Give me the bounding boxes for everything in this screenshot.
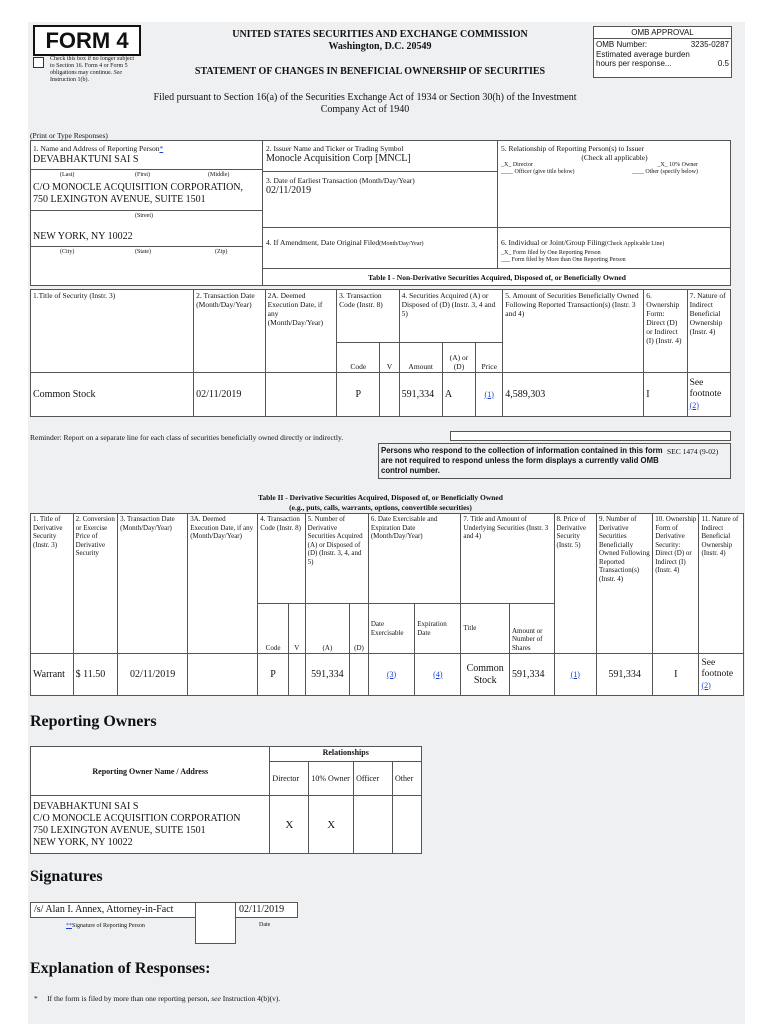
owners-header-row-1 <box>31 747 422 762</box>
reporting-person-city-state: NEW YORK, NY 10022 <box>33 231 133 242</box>
checkbox-note-text: Check this box if no longer subject to Section 16. Form 4 or Form 5 obligations may continue. <box>50 56 134 76</box>
box2-label: 2. Issuer Name and Ticker or Trading Symbol <box>266 144 404 153</box>
t2-sub-d: (D) <box>350 604 369 654</box>
t1-row-code: P <box>337 373 380 417</box>
owners-col-other: Other <box>393 762 422 796</box>
box4-amendment <box>263 228 498 268</box>
t1-row-date: 02/11/2019 <box>194 373 266 417</box>
reminder-box <box>450 431 731 441</box>
t1-row-owned: 4,589,303 <box>503 373 644 417</box>
box6-label-small: (Check Applicable Line) <box>604 241 665 247</box>
t2-row-expiration-footnote-link[interactable]: (4) <box>433 669 443 679</box>
t1-col-form: 6. Ownership Form: Direct (D) or Indirect (I) (Instr. 4) <box>644 290 687 373</box>
sec-code: SEC 1474 (9-02) <box>667 447 719 456</box>
t2-row-underlying-amount: 591,334 <box>509 654 554 696</box>
zip-label: (Zip) <box>215 249 228 255</box>
t2-row-underlying-title: Common Stock <box>461 654 510 696</box>
box4-label-small: (Month/Day/Year) <box>379 241 424 247</box>
box1-asterisk-link[interactable]: * <box>159 144 164 153</box>
t2-row-nature-text: See footnote <box>701 657 734 679</box>
t2-row-deemed <box>188 654 258 696</box>
signature-label <box>66 923 145 930</box>
reporting-owners-table <box>30 746 422 854</box>
box1-label-text: 1. Name and Address of Reporting Person <box>33 144 160 153</box>
t2-row-exercisable-footnote-link[interactable]: (3) <box>386 669 397 679</box>
t2-col-title: 1. Title of Derivative Security (Instr. 3) <box>31 514 74 654</box>
officer-check[interactable]: ____ Officer (give title below) <box>501 169 575 175</box>
issuer-name-ticker: Monocle Acquisition Corp [MNCL] <box>266 153 411 164</box>
table-row <box>31 654 744 696</box>
t2-row-date: 02/11/2019 <box>118 654 188 696</box>
t2-row-nature <box>699 654 744 696</box>
t2-col-date: 3. Transaction Date (Month/Day/Year) <box>118 514 188 654</box>
other-check[interactable]: ____ Other (specify below) <box>631 169 698 175</box>
ten-percent-owner-check[interactable]: _X_ 10% Owner <box>657 162 698 168</box>
t2-row-owned: 591,334 <box>596 654 652 696</box>
t1-row-amount: 591,334 <box>399 373 442 417</box>
t2-row-d <box>350 654 369 696</box>
checkbox-note <box>50 56 140 84</box>
checkbox-note-instruction: Instruction 1(b). <box>50 77 89 83</box>
t1-sub-v: V <box>380 343 399 373</box>
owner-line-1: DEVABHAKTUNI SAI S <box>33 800 139 812</box>
no-longer-subject-checkbox[interactable] <box>33 57 44 68</box>
owner-line-2: C/O MONOCLE ACQUISITION CORPORATION <box>33 812 241 824</box>
box1-reporting-person <box>30 140 263 286</box>
table2-subtitle: (e.g., puts, calls, warrants, options, convertible securities) <box>289 503 472 512</box>
t2-col-conversion: 2. Conversion or Exercise Price of Derivative Security <box>73 514 118 654</box>
t2-row-title: Warrant <box>31 654 74 696</box>
t1-sub-code: Code <box>337 343 380 373</box>
t1-col-title: 1.Title of Security (Instr. 3) <box>31 290 194 373</box>
owners-col-relationships: Relationships <box>270 747 422 762</box>
t1-col-deemed: 2A. Deemed Execution Date, if any (Month/Day/Year) <box>265 290 337 373</box>
signer-name: /s/ Alan I. Annex, Attorney-in-Fact <box>30 902 196 918</box>
explanation-note-post: Instruction 4(b)(v). <box>222 994 281 1003</box>
last-label: (Last) <box>60 172 75 178</box>
omb-burden-label: Estimated average burden <box>596 50 690 59</box>
omb-hours-row <box>594 59 731 68</box>
t2-col-number: 5. Number of Derivative Securities Acquired (A) or Disposed of (D) (Instr. 3, 4, and 5) <box>305 514 368 604</box>
form-title: FORM 4 <box>33 25 141 56</box>
street-row <box>30 210 262 231</box>
box4-label: 4. If Amendment, Date Original Filed <box>266 238 380 247</box>
t2-col-exercisable: 6. Date Exercisable and Expiration Date (Month/Day/Year) <box>368 514 461 604</box>
box1-label <box>30 140 262 153</box>
box5-relationship <box>498 140 731 228</box>
director-check[interactable]: _X_ Director <box>501 162 533 168</box>
explanation-note-see: see <box>211 994 221 1003</box>
omb-number-label: OMB Number: <box>596 40 648 49</box>
middle-label: (Middle) <box>208 172 230 178</box>
signature-label-text: Signature of Reporting Person <box>72 923 145 929</box>
t1-row-nature <box>687 373 730 417</box>
t2-sub-a: (A) <box>305 604 350 654</box>
reporting-person-name: DEVABHAKTUNI SAI S <box>33 154 139 165</box>
t1-sub-price: Price <box>476 343 503 373</box>
city-state-zip-labels <box>30 246 262 259</box>
t1-row-deemed <box>265 373 337 417</box>
omb-title: OMB APPROVAL <box>594 27 731 39</box>
box5-row2 <box>501 169 728 176</box>
box2-issuer <box>263 140 498 172</box>
t1-sub-aord: (A) or (D) <box>442 343 475 373</box>
t2-sub-title: Title <box>461 604 510 654</box>
owners-col-officer: Officer <box>354 762 393 796</box>
owner-other-mark <box>393 796 422 854</box>
t2-row-form: I <box>653 654 699 696</box>
omb-hours-value: 0.5 <box>717 59 729 68</box>
owners-col-director: Director <box>270 762 309 796</box>
t2-row-code: P <box>258 654 289 696</box>
t2-col-owned: 9. Number of Derivative Securities Beneficially Owned Following Reported Transaction(s) (Instr. 4) <box>596 514 652 654</box>
table2-derivative <box>30 513 744 696</box>
table1-non-derivative <box>30 289 731 417</box>
reporting-person-address: C/O MONOCLE ACQUISITION CORPORATION, 750 LEXINGTON AVENUE, SUITE 1501 <box>33 182 244 205</box>
statement-title: STATEMENT OF CHANGES IN BENEFICIAL OWNERSHIP OF SECURITIES <box>194 66 546 77</box>
t1-row-form: I <box>644 373 687 417</box>
box3-earliest-date <box>263 172 498 228</box>
signature-spacer <box>196 902 236 944</box>
omb-approval-box <box>593 26 732 78</box>
explanation-note <box>34 994 280 1003</box>
t1-col-acquired: 4. Securities Acquired (A) or Disposed of (D) (Instr. 3, 4 and 5) <box>399 290 503 343</box>
street-label: (Street) <box>135 213 153 219</box>
city-label: (City) <box>60 249 75 255</box>
t2-row-a: 591,334 <box>305 654 350 696</box>
owner-officer-mark <box>354 796 393 854</box>
owner-name-address <box>31 796 270 854</box>
t1-col-code: 3. Transaction Code (Instr. 8) <box>337 290 399 343</box>
t2-row-conversion: $ 11.50 <box>73 654 118 696</box>
t1-sub-amount: Amount <box>399 343 442 373</box>
reporting-owners-heading: Reporting Owners <box>30 713 157 730</box>
multi-person-filing[interactable]: ___ Form filed by More than One Reporting Person <box>501 257 626 263</box>
t2-col-nature: 11. Nature of Indirect Beneficial Ownership (Instr. 4) <box>699 514 744 654</box>
first-label: (First) <box>135 172 150 178</box>
agency-city: Washington, D.C. 20549 <box>328 41 432 52</box>
signer-cell <box>30 918 196 944</box>
date-label: Date <box>259 922 271 928</box>
table1-header-row <box>31 290 731 343</box>
t2-col-code: 4. Transaction Code (Instr. 8) <box>258 514 305 604</box>
t2-col-deemed: 3A. Deemed Execution Date, if any (Month/Day/Year) <box>188 514 258 654</box>
table1-title: Table I - Non-Derivative Securities Acquired, Disposed of, or Beneficially Owned <box>263 268 731 286</box>
box5-row1 <box>501 162 728 169</box>
box6-filing <box>498 228 731 268</box>
print-or-type: (Print or Type Responses) <box>30 131 108 140</box>
owner-line-3: 750 LEXINGTON AVENUE, SUITE 1501 <box>33 824 206 836</box>
t2-col-underlying: 7. Title and Amount of Underlying Securities (Instr. 3 and 4) <box>461 514 554 604</box>
t1-row-price-footnote-link[interactable]: (1) <box>484 389 494 399</box>
table-row <box>31 796 422 854</box>
table2-title: Table II - Derivative Securities Acquired, Disposed of, or Beneficially Owned <box>258 493 503 502</box>
t2-sub-date-exercisable: Date Exercisable <box>368 604 414 654</box>
signature-date: 02/11/2019 <box>236 902 298 918</box>
explanation-note-mark: * <box>34 994 38 1003</box>
omb-hours-label: hours per response... <box>596 59 672 68</box>
t1-row-title: Common Stock <box>31 373 194 417</box>
omb-number-value: 3235-0287 <box>690 40 729 49</box>
checkbox-note-see: See <box>113 70 122 76</box>
owner-line-4: NEW YORK, NY 10022 <box>33 836 133 848</box>
t2-col-price: 8. Price of Derivative Security (Instr. 5) <box>554 514 596 654</box>
owner-10pct-mark: X <box>309 796 354 854</box>
table-row <box>31 373 731 417</box>
t2-row-price-footnote-link[interactable]: (1) <box>570 669 580 679</box>
omb-number-row <box>594 39 731 50</box>
t2-row-v <box>288 654 305 696</box>
agency-name: UNITED STATES SECURITIES AND EXCHANGE COMMISSION <box>232 29 528 40</box>
signature-label-link[interactable]: ** <box>66 923 72 929</box>
box5-label: 5. Relationship of Reporting Person(s) to Issuer <box>501 144 645 153</box>
t2-sub-code: Code <box>258 604 289 654</box>
box6-label: 6. Individual or Joint/Group Filing <box>501 238 605 247</box>
state-label: (State) <box>135 249 151 255</box>
table2-header-row <box>31 514 744 604</box>
explanation-note-pre: If the form is filed by more than one reporting person, <box>47 994 210 1003</box>
reminder-text: Reminder: Report on a separate line for each class of securities beneficially owned directly or indirectly. <box>30 433 344 442</box>
t1-row-v <box>380 373 399 417</box>
t2-sub-expiration: Expiration Date <box>415 604 461 654</box>
t1-row-aord: A <box>442 373 475 417</box>
t2-col-form: 10. Ownership Form of Derivative Security: Direct (D) or Indirect (I) (Instr. 4) <box>653 514 699 654</box>
owners-col-name: Reporting Owner Name / Address <box>31 747 270 796</box>
t2-sub-amount-shares: Amount or Number of Shares <box>509 604 554 654</box>
t1-col-nature: 7. Nature of Indirect Beneficial Ownership (Instr. 4) <box>687 290 730 373</box>
signatures-heading: Signatures <box>30 868 103 885</box>
name-sublabels <box>30 169 262 182</box>
owners-col-10pct: 10% Owner <box>309 762 354 796</box>
t1-col-date: 2. Transaction Date (Month/Day/Year) <box>194 290 266 373</box>
collection-notice: Persons who respond to the collection of information contained in this form are not required to respond unless the form displays a currently valid OMB control number. <box>381 446 663 475</box>
explanation-heading: Explanation of Responses: <box>30 960 211 977</box>
box5-sub: (Check all applicable) <box>581 153 648 162</box>
filed-pursuant-text: Filed pursuant to Section 16(a) of the Securities Exchange Act of 1934 or Section 30(h) of the Investment Company Act of 1940 <box>153 92 577 115</box>
one-person-filing[interactable]: _X_ Form filed by One Reporting Person <box>501 250 601 256</box>
t1-row-nature-footnote-link[interactable]: (2) <box>689 400 699 410</box>
owner-director-mark: X <box>270 796 309 854</box>
t1-col-owned: 5. Amount of Securities Beneficially Owned Following Reported Transaction(s) (Instr. 3 and 4) <box>503 290 644 373</box>
t1-row-nature-text: See footnote <box>689 377 722 399</box>
earliest-transaction-date: 02/11/2019 <box>266 185 312 196</box>
box3-label: 3. Date of Earliest Transaction (Month/Day/Year) <box>266 176 415 185</box>
t2-sub-v: V <box>288 604 305 654</box>
t2-row-nature-footnote-link[interactable]: (2) <box>701 680 711 690</box>
